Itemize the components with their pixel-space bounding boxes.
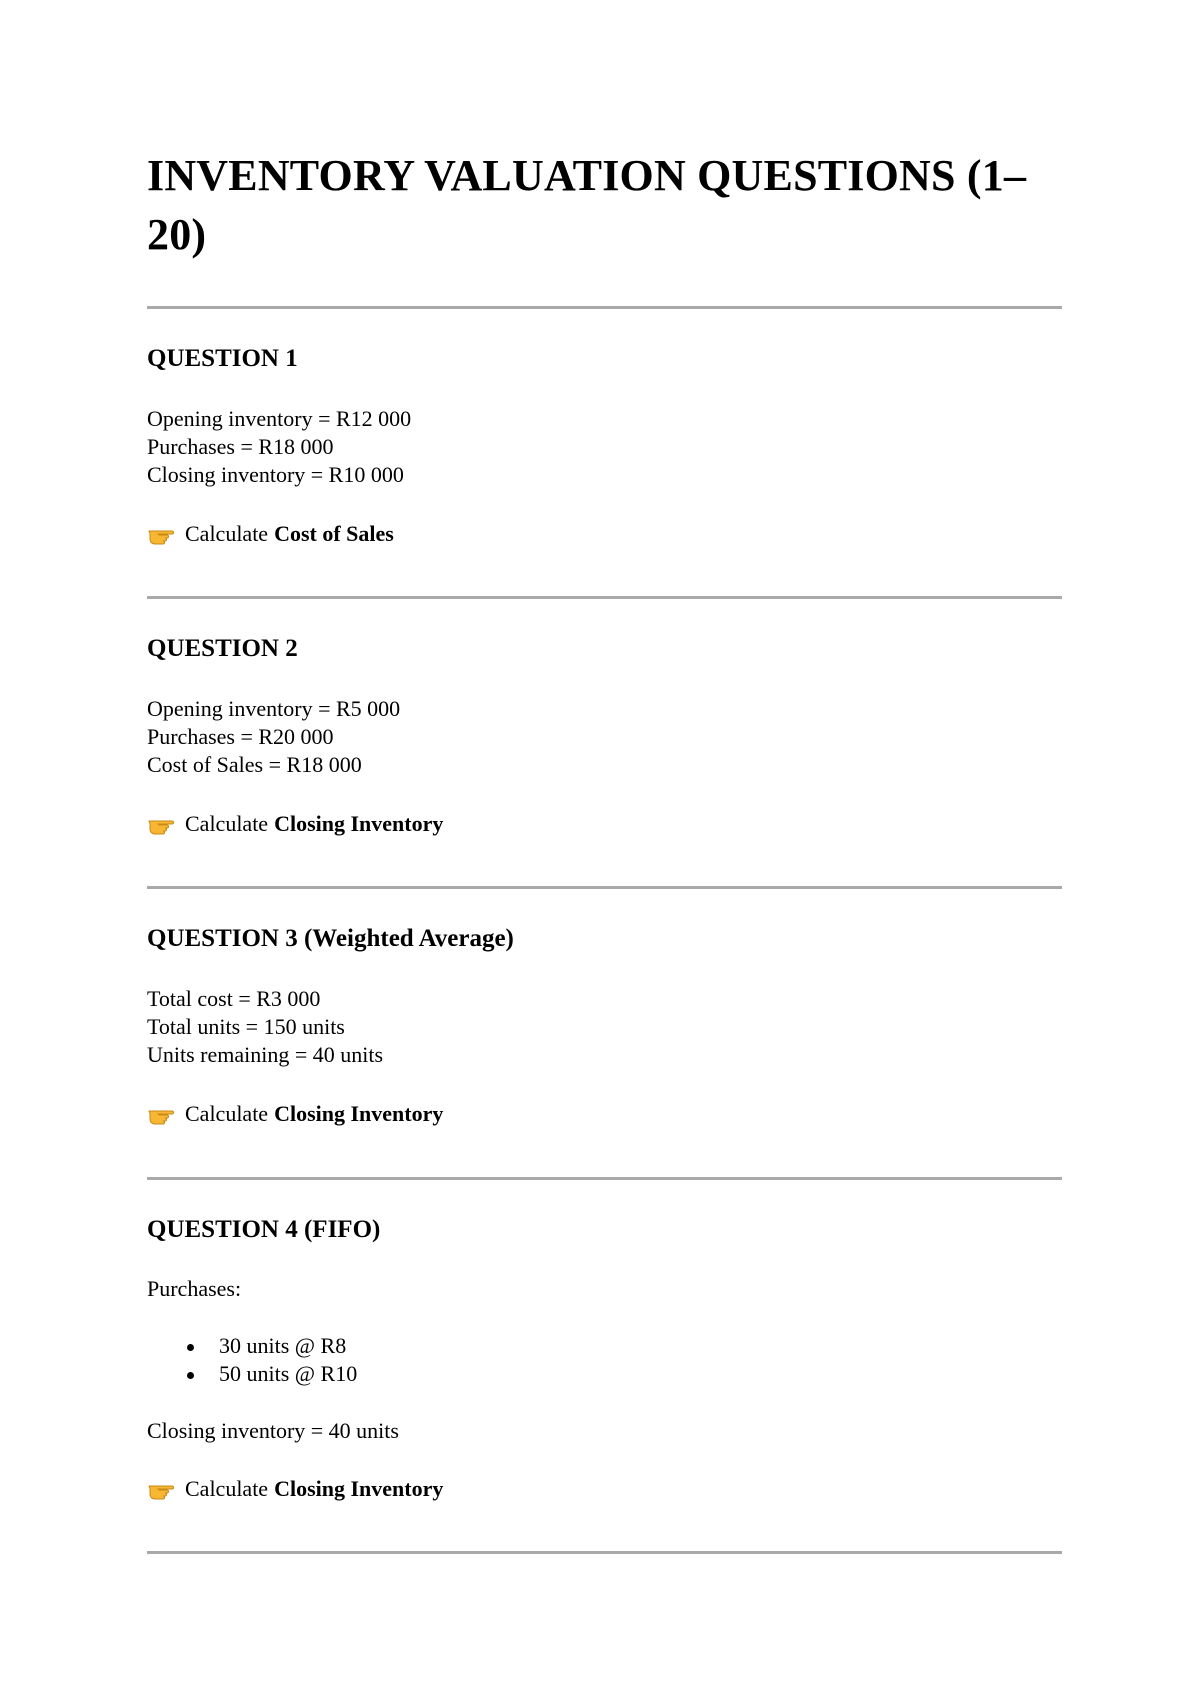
given-line: Opening inventory = R12 000 bbox=[147, 406, 412, 431]
divider bbox=[147, 1551, 1062, 1554]
purchases-list bbox=[147, 1332, 357, 1388]
given-line: Units remaining = 40 units bbox=[147, 1042, 384, 1067]
question-3-given bbox=[147, 985, 383, 1069]
given-line: Cost of Sales = R18 000 bbox=[147, 752, 362, 777]
question-3-task bbox=[147, 1100, 443, 1128]
question-2-task bbox=[147, 810, 443, 838]
question-2-heading: QUESTION 2 bbox=[147, 635, 298, 662]
divider bbox=[147, 306, 1062, 309]
pointing-hand-icon bbox=[147, 522, 175, 546]
question-1-task bbox=[147, 520, 394, 548]
question-1-given bbox=[147, 405, 411, 489]
question-2-given bbox=[147, 695, 400, 779]
closing-inventory-line: Closing inventory = 40 units bbox=[147, 1418, 399, 1443]
pointing-hand-icon bbox=[147, 1477, 175, 1501]
task-target: Cost of Sales bbox=[274, 521, 394, 546]
task-target: Closing Inventory bbox=[274, 811, 444, 836]
task-target: Closing Inventory bbox=[274, 1101, 444, 1126]
pointing-hand-icon bbox=[147, 1102, 175, 1126]
given-line: Total units = 150 units bbox=[147, 1014, 345, 1039]
question-3-heading: QUESTION 3 (Weighted Average) bbox=[147, 925, 514, 952]
task-prefix: Calculate bbox=[185, 1101, 269, 1126]
question-4-heading: QUESTION 4 (FIFO) bbox=[147, 1216, 381, 1243]
purchases-label: Purchases: bbox=[147, 1276, 242, 1301]
given-line: Purchases = R20 000 bbox=[147, 724, 334, 749]
pointing-hand-icon bbox=[147, 812, 175, 836]
task-prefix: Calculate bbox=[185, 811, 269, 836]
divider bbox=[147, 1177, 1062, 1180]
divider bbox=[147, 886, 1062, 889]
question-4-task bbox=[147, 1475, 443, 1503]
divider bbox=[147, 596, 1062, 599]
task-prefix: Calculate bbox=[185, 1476, 269, 1501]
list-item: 50 units @ R10 bbox=[147, 1360, 357, 1388]
task-prefix: Calculate bbox=[185, 521, 269, 546]
given-line: Opening inventory = R5 000 bbox=[147, 696, 401, 721]
question-1-heading: QUESTION 1 bbox=[147, 345, 298, 372]
document-title: INVENTORY VALUATION QUESTIONS (1–20) bbox=[147, 151, 1027, 259]
given-line: Purchases = R18 000 bbox=[147, 434, 334, 459]
given-line: Total cost = R3 000 bbox=[147, 986, 321, 1011]
given-line: Closing inventory = R10 000 bbox=[147, 462, 404, 487]
list-item: 30 units @ R8 bbox=[147, 1332, 357, 1360]
task-target: Closing Inventory bbox=[274, 1476, 444, 1501]
